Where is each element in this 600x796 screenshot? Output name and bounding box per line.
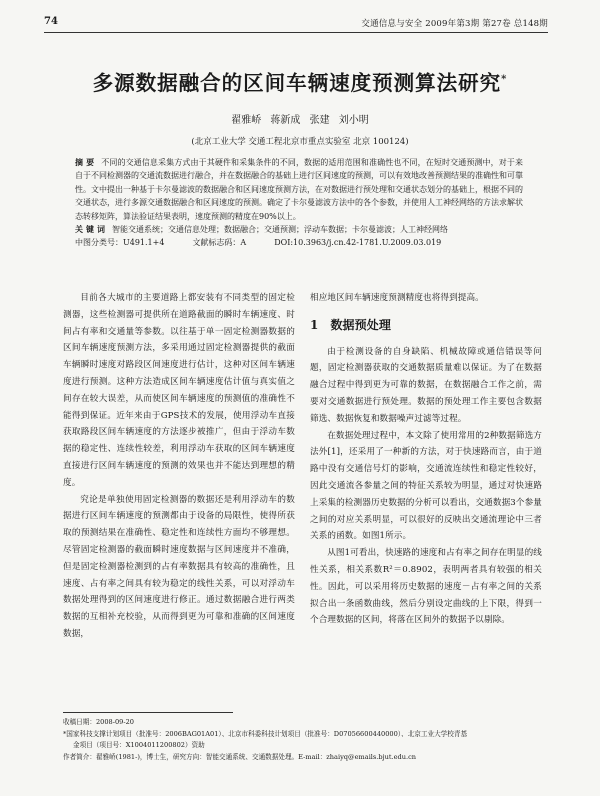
footnotes xyxy=(63,717,543,763)
abstract-block xyxy=(75,156,523,250)
page-number: 74 xyxy=(44,16,58,27)
author-list: 翟雅峤 蒋新成 张建 刘小明 xyxy=(231,115,369,126)
running-header xyxy=(44,16,548,32)
section-heading xyxy=(310,317,542,334)
funding-note-cont: 金项目（项目号：X1004011200802）资助 xyxy=(73,741,205,749)
journal-info: 交通信息与安全 2009年第3期 第27卷 总148期 xyxy=(361,19,548,29)
classification-line xyxy=(75,236,523,249)
author-bio: 作者简介：翟雅峤(1981-)，博士生，研究方向：智能交通系统、交通数据处理。E-mail：zhaiyq@emails.bjut.edu.cn xyxy=(63,752,417,761)
keywords-text: 智能交通系统；交通信息处理；数据融合；交通预测；浮动车数据；卡尔曼滤波；人工神经网络 xyxy=(112,225,448,235)
section-number: 1 xyxy=(310,317,319,332)
body-paragraph: 目前各大城市的主要道路上都安装有不同类型的固定检测器，这些检测器可提供所在道路截面的瞬时车辆速度、时间占有率和交通量等参数。以往基于单一固定检测器数据的区间车辆速度预测方法，多采用通过固定检测器提供的截面车辆瞬时速度对路段区间速度进行估计，这种对区间车辆速度进行预测。这种方法造成区间车辆速度估计值与真实值之间存在较大误差，从而使区间车辆速度的预测值的准确性不能得到保证。近年来由于GPS技术的发展，使用浮动车直接获取路段区间车辆速度的方法逐步被推广，但由于浮动车数据的稳定性、连续性较差，利用浮动车获取的区间车辆速度直接进行区间车辆速度的预测的效果也并不能达到理想的精度。 xyxy=(63,293,295,488)
affiliation: (北京工业大学 交通工程北京市重点实验室 北京 100124) xyxy=(191,137,409,147)
section-title: 数据预处理 xyxy=(330,317,391,332)
body-paragraph: 相应地区间车辆速度预测精度也将得到提高。 xyxy=(310,293,484,303)
footnote-rule xyxy=(63,712,233,713)
body-paragraph: 在数据处理过程中，本文除了使用常用的2种数据筛选方法外[1]，还采用了一种新的方法，对于快速路而言，由于道路中没有交通信号灯的影响，交通流连续性和稳定性较好，因此交通流各参量之间的特征关系较为明显，通过对快速路上采集的检测器历史数据的分析可以看出，交通数据3个参量之间的对应关系明显，可以很好的反映出交通流理论中三者关系的函数。如图1所示。 xyxy=(310,430,542,542)
header-rule xyxy=(44,32,548,33)
body-paragraph: 从图1可看出，快速路的速度和占有率之间存在明显的线性关系，相关系数R²＝0.8902，表明两者具有较强的相关性。因此，可以采用将历史数据的速度－占有率之间的关系拟合出一条函数曲线，然后分别设定曲线的上下限，得到一个合理数据的区间，将落在区间外的数据予以剔除。 xyxy=(310,548,542,626)
document-code: 文献标志码：A xyxy=(192,238,247,248)
body-column-right xyxy=(310,290,542,629)
abstract-text: 不同的交通信息采集方式由于其硬件和采集条件的不同，数据的适用范围和准确性也不同，在短时交通预测中，对于来自于不同检测器的交通流数据进行融合，并在数据融合的基础上进行区间速度的预测，可以有效地改善预测结果的准确性和可靠性。文中提出一种基于卡尔曼滤波的数据融合和区间速度预测方法，在对数据进行预处理和交通状态划分的基础上，根据不同的交通状态，进行多源交通数据融合和区间速度的预测。确定了卡尔曼滤波方法中的各个参数，并使用人工神经网络的方法求解状态转移矩阵，算法验证结果表明，速度预测的精度在90%以上。 xyxy=(75,158,524,221)
keywords-label: 关键词 xyxy=(75,224,108,235)
keywords xyxy=(75,223,523,236)
body-paragraph: 由于检测设备的自身缺陷、机械故障或通信错误等问题，固定检测器获取的交通数据质量难以保证。为了在数据融合过程中得到更为可靠的数据，在数据融合工作之前，需要对交通数据进行预处理。数据的预处理工作主要包含数据筛选、数据恢复和数据噪声过滤等过程。 xyxy=(310,346,542,424)
paper-title xyxy=(0,66,600,96)
abstract-label: 摘要 xyxy=(75,157,98,167)
funding-note: *国家科技支撑计划项目（批准号：2006BAG01A01）、北京市科委科技计划项目（批准号：D07056600440000）、北京工业大学校青基 xyxy=(63,729,468,738)
title-text: 多源数据融合的区间车辆速度预测算法研究 xyxy=(92,71,502,95)
abstract xyxy=(75,156,523,223)
body-paragraph: 究论是单独使用固定检测器的数据还是利用浮动车的数据进行区间车辆速度的预测都由于设备的局限性，使得所获取的预测结果在准确性、稳定性和连续性方面均不够理想。尽管固定检测器的截面瞬时速度数据与区间速度并不准确，但是固定检测器检测到的占有率数据具有较高的准确性，且速度、占有率之间具有较为稳定的线性关系，可以对浮动车数据处理得到的区间速度进行修正。通过数据融合进行两类数据的互相补充校验，从而得到更为可靠和准确的区间速度数据， xyxy=(63,494,295,639)
body-column-left xyxy=(63,290,295,643)
title-footnote-mark: * xyxy=(501,74,508,86)
doi: DOI:10.3963/j.cn.42-1781.U.2009.03.019 xyxy=(274,238,442,248)
clc-number: 中图分类号：U491.1+4 xyxy=(75,238,165,248)
received-date: 收稿日期：2008-09-20 xyxy=(63,718,134,726)
